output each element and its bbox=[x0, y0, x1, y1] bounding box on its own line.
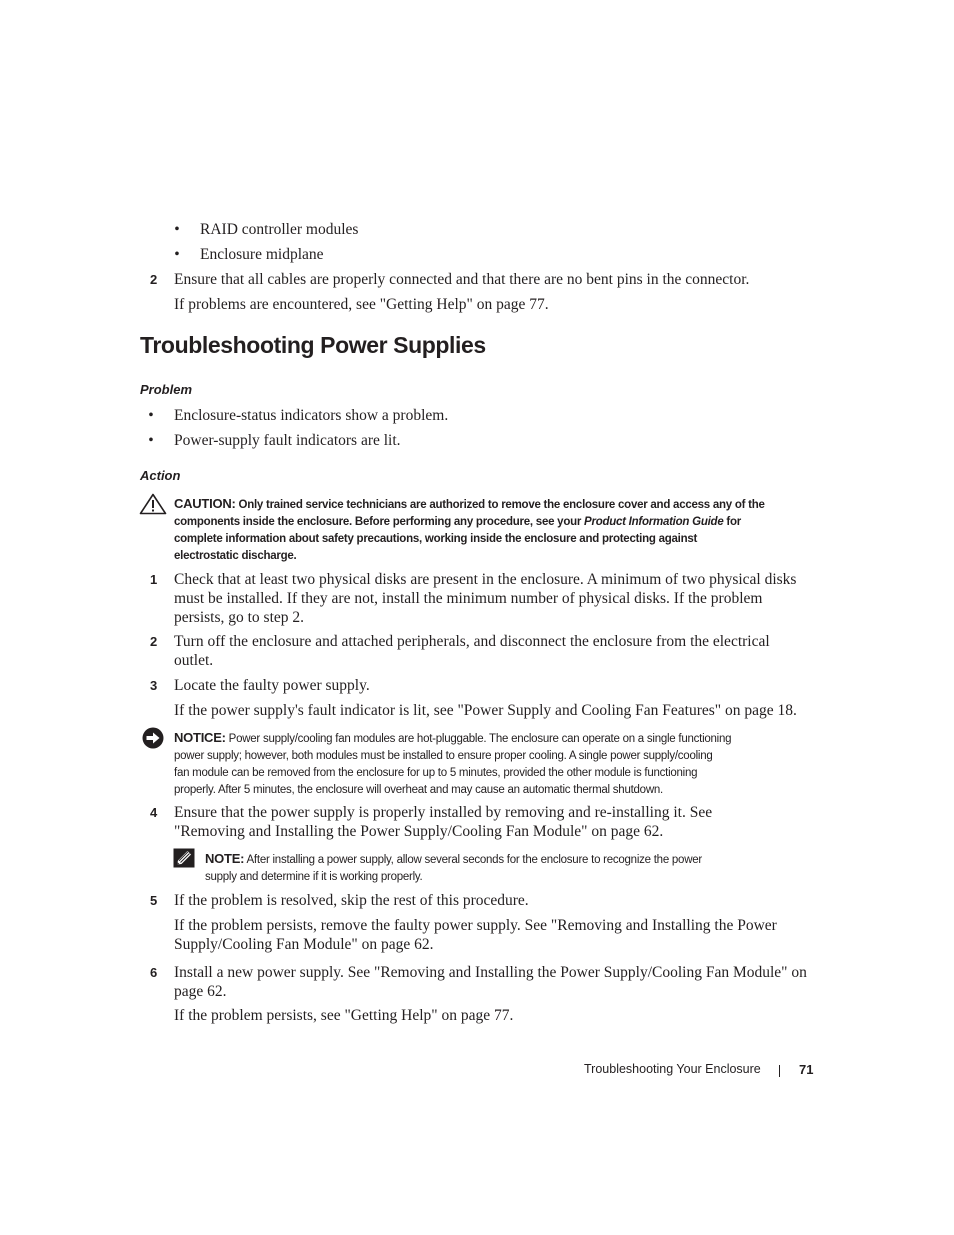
note-pencil-icon bbox=[173, 848, 195, 873]
step-number: 2 bbox=[150, 634, 158, 649]
step-number: 5 bbox=[150, 893, 158, 908]
notice-text-line: power supply; however, both modules must be installed to ensure proper cooling. A single power supply/cooling bbox=[174, 750, 713, 762]
step-number: 3 bbox=[150, 678, 158, 693]
notice-text-line: Power supply/cooling fan modules are hot-pluggable. The enclosure can operate on a single functioning bbox=[228, 733, 732, 745]
notice-label: NOTICE: bbox=[174, 730, 226, 745]
step-text-line: Install a new power supply. See "Removing and Installing the Power Supply/Cooling Fan Module" on bbox=[174, 964, 807, 981]
caution-callout bbox=[174, 495, 824, 565]
notice-arrow-icon bbox=[141, 726, 165, 755]
notice-text-line: properly. After 5 minutes, the enclosure will overheat and may cause an automatic thermal shutdown. bbox=[174, 784, 663, 796]
list-item: RAID controller modules bbox=[200, 221, 359, 238]
step-text bbox=[174, 632, 814, 670]
caution-label: CAUTION: bbox=[174, 496, 236, 511]
note-text-line: supply and determine if it is working properly. bbox=[205, 871, 423, 883]
step-text bbox=[174, 570, 814, 627]
step-text-line: Check that at least two physical disks are present in the enclosure. A minimum of two physical disks bbox=[174, 571, 797, 588]
step-text-line: outlet. bbox=[174, 652, 214, 669]
step-text-line: page 62. bbox=[174, 983, 227, 1000]
footer-chapter-title: Troubleshooting Your Enclosure bbox=[584, 1062, 761, 1076]
caution-doc-reference: Product Information Guide bbox=[584, 516, 724, 528]
step-number: 2 bbox=[150, 272, 158, 287]
step-text-line: "Removing and Installing the Power Supply/Cooling Fan Module" on page 62. bbox=[174, 823, 664, 840]
list-item: Power-supply fault indicators are lit. bbox=[174, 432, 401, 449]
problem-heading: Problem bbox=[140, 382, 193, 397]
bullet-marker: • bbox=[174, 221, 180, 238]
step-text: If the problem is resolved, skip the rest of this procedure. bbox=[174, 892, 529, 909]
caution-text-line: Only trained service technicians are authorized to remove the enclosure cover and access any of the bbox=[238, 499, 765, 511]
step-number: 6 bbox=[150, 965, 158, 980]
step-text-line: Turn off the enclosure and attached peripherals, and disconnect the enclosure from the electrical bbox=[174, 633, 770, 650]
step-number: 4 bbox=[150, 805, 158, 820]
footer-divider bbox=[779, 1065, 780, 1077]
list-item: Enclosure midplane bbox=[200, 246, 324, 263]
note-callout bbox=[205, 850, 815, 886]
notice-text-line: fan module can be removed from the enclosure for up to 5 minutes, provided the other module is functioning bbox=[174, 767, 698, 779]
bullet-marker: • bbox=[148, 432, 154, 449]
bullet-marker: • bbox=[174, 246, 180, 263]
step-text bbox=[174, 803, 814, 841]
step-text-line: If the problem persists, remove the faulty power supply. See "Removing and Installing the Power bbox=[174, 917, 777, 934]
caution-text-line: electrostatic discharge. bbox=[174, 550, 297, 562]
step-text bbox=[174, 963, 814, 1001]
notice-callout bbox=[174, 729, 834, 799]
step-followup: If the power supply's fault indicator is lit, see "Power Supply and Cooling Fan Features" on page 18. bbox=[174, 702, 797, 719]
warning-triangle-icon bbox=[139, 493, 167, 520]
step-text-line: must be installed. If they are not, install the minimum number of physical disks. If the problem bbox=[174, 590, 763, 607]
step-followup bbox=[174, 916, 814, 954]
caution-text-line: components inside the enclosure. Before performing any procedure, see your bbox=[174, 516, 585, 528]
step-text-line: persists, go to step 2. bbox=[174, 609, 305, 626]
step-text: Locate the faulty power supply. bbox=[174, 677, 370, 694]
step-text: Ensure that all cables are properly connected and that there are no bent pins in the connector. bbox=[174, 271, 750, 288]
step-text-line: Ensure that the power supply is properly installed by removing and re-installing it. See bbox=[174, 804, 713, 821]
bullet-marker: • bbox=[148, 407, 154, 424]
caution-text-line: for bbox=[723, 516, 741, 528]
caution-text-line: complete information about safety precautions, working inside the enclosure and protecting against bbox=[174, 533, 698, 545]
list-item: Enclosure-status indicators show a problem. bbox=[174, 407, 449, 424]
step-followup: If problems are encountered, see "Getting Help" on page 77. bbox=[174, 296, 549, 313]
note-label: NOTE: bbox=[205, 851, 245, 866]
page-number: 71 bbox=[799, 1062, 814, 1077]
step-number: 1 bbox=[150, 572, 158, 587]
step-followup: If the problem persists, see "Getting Help" on page 77. bbox=[174, 1007, 514, 1024]
action-heading: Action bbox=[140, 468, 181, 483]
step-text-line: Supply/Cooling Fan Module" on page 62. bbox=[174, 936, 434, 953]
section-title: Troubleshooting Power Supplies bbox=[140, 332, 486, 358]
note-text-line: After installing a power supply, allow several seconds for the enclosure to recognize the power bbox=[246, 854, 702, 866]
